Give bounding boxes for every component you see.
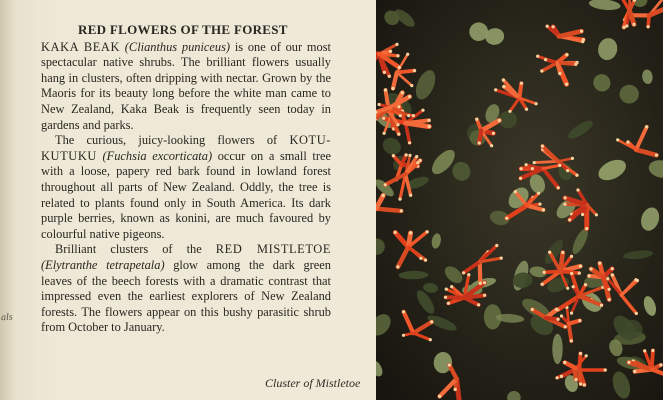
- flower-tip: [581, 213, 584, 216]
- flower-tip: [548, 251, 551, 254]
- article-body: [41, 22, 331, 336]
- flower-tip: [585, 354, 588, 357]
- flower-tip: [405, 153, 408, 156]
- flower-tip: [492, 132, 495, 135]
- flower-tip: [564, 196, 567, 199]
- flower-tip: [378, 103, 381, 106]
- flower-tip: [584, 283, 587, 286]
- plant-name-kotukutuku: KOTU-KUTUKU: [41, 133, 331, 163]
- flower-tip: [579, 265, 582, 268]
- flower-tube: [557, 63, 576, 65]
- flower-tip: [514, 190, 517, 193]
- flower-tip: [563, 203, 566, 206]
- flower-tip: [566, 287, 569, 290]
- flower-tip: [531, 167, 534, 170]
- flower-tip: [583, 383, 586, 386]
- flower-tip: [495, 244, 498, 247]
- flower-tip: [402, 310, 405, 313]
- flower-tip: [396, 123, 399, 126]
- flower-tip: [557, 186, 560, 189]
- paragraph-kaka-beak: [41, 40, 331, 134]
- flower-tip: [576, 188, 579, 191]
- flower-tip: [555, 308, 558, 311]
- flower-tip: [407, 114, 410, 117]
- flower-tip: [525, 108, 528, 111]
- flower-tip: [383, 71, 386, 74]
- flower-tip: [421, 109, 424, 112]
- flower-tip: [611, 273, 614, 276]
- flower-tip: [454, 388, 457, 391]
- flower-tip: [645, 125, 648, 128]
- flower-tip: [396, 265, 399, 268]
- mistletoe-photo: [376, 0, 663, 400]
- flower-tip: [399, 114, 402, 117]
- flower-tip: [595, 213, 598, 216]
- flower-tip: [606, 277, 609, 280]
- paragraph-text-kaka-beak: is one of our most spectacular native shrubs. The brilliant flowers usually hang in clusters, often dripping with nectar. Grown by the Maoris for its beauty long before the white man came to New Zealand, Kaka Beak is frequently seen today in gardens and parks.: [41, 39, 331, 132]
- flower-tip: [574, 378, 577, 381]
- flower-tip: [408, 95, 411, 98]
- plant-name-kaka-beak: KAKA BEAK: [41, 39, 121, 54]
- flower-tip: [538, 203, 541, 206]
- page-gutter: [0, 0, 14, 400]
- paragraph-text-mistletoe: glow among the dark green leaves of the beech forests with a dramatic contrast that impressed even the earliest explorers of New Zealand forests. The flowers appear on this bushy parasitic shrub from October to January.: [41, 257, 331, 335]
- paragraph-kotukutuku: [41, 133, 331, 242]
- flower-tip: [402, 334, 405, 337]
- flower-tip: [438, 395, 441, 398]
- flower-tip: [498, 119, 501, 122]
- flower-tube: [579, 370, 580, 384]
- flower-tip: [647, 25, 650, 28]
- flower-tip: [535, 102, 538, 105]
- photo-caption: Cluster of Mistletoe: [265, 376, 361, 390]
- flower-tip: [494, 88, 497, 91]
- flower-tip: [391, 87, 394, 90]
- flower-tip: [408, 141, 411, 144]
- flower-tip: [409, 194, 412, 197]
- flower-tip: [415, 155, 418, 158]
- flower-tip: [585, 227, 588, 230]
- flower-tip: [505, 217, 508, 220]
- flower-tip: [396, 54, 399, 57]
- flower-tip: [384, 88, 387, 91]
- flower-tube: [652, 351, 653, 370]
- flower-tip: [520, 82, 523, 85]
- paragraph-intro-mistletoe: Brilliant clusters of the: [55, 242, 216, 257]
- latin-name-kotukutuku: (Fuchsia excorticata): [102, 148, 213, 163]
- flower-tip: [519, 177, 522, 180]
- flower-tip: [429, 338, 432, 341]
- flower-tube: [480, 262, 481, 283]
- flower-tip: [588, 274, 591, 277]
- flower-tip: [502, 85, 505, 88]
- flower-tip: [395, 43, 398, 46]
- flower-tip: [400, 209, 403, 212]
- flower-tip: [419, 257, 422, 260]
- flower-tip: [561, 251, 564, 254]
- flower-tip: [500, 257, 503, 260]
- flower-tube: [546, 318, 558, 319]
- flower-tip: [635, 312, 638, 315]
- flower-tip: [552, 25, 555, 28]
- leaf: [552, 334, 562, 364]
- flower-tip: [483, 294, 486, 297]
- latin-name-kaka-beak: (Clianthus puniceus): [124, 39, 231, 54]
- flower-tip: [565, 53, 568, 56]
- flower-tip: [533, 161, 536, 164]
- paragraph-red-mistletoe: [41, 242, 331, 336]
- flower-tip: [502, 78, 505, 81]
- flower-tube: [479, 131, 481, 143]
- flower-tip: [525, 163, 528, 166]
- flower-tip: [426, 230, 429, 233]
- flower-tip: [598, 262, 601, 265]
- flower-tip: [570, 312, 573, 315]
- flower-tip: [397, 133, 400, 136]
- flower-tip: [643, 349, 646, 352]
- flower-tip: [558, 72, 561, 75]
- flower-tube: [569, 324, 572, 341]
- flower-tip: [447, 302, 450, 305]
- flower-tip: [579, 352, 582, 355]
- flower-tip: [651, 349, 654, 352]
- flower-tip: [659, 363, 662, 366]
- flower-tip: [383, 132, 386, 135]
- flower-tip: [655, 154, 658, 157]
- flower-tip: [564, 325, 567, 328]
- flower-tip: [626, 141, 629, 144]
- flower-tip: [570, 339, 573, 342]
- flower-tube: [534, 161, 558, 162]
- flower-tip: [578, 272, 581, 275]
- flower-tip: [398, 66, 401, 69]
- flower-tip: [477, 303, 480, 306]
- flower-tip: [604, 368, 607, 371]
- flower-tip: [556, 376, 559, 379]
- flower-tip: [424, 259, 427, 262]
- flower-tip: [413, 69, 416, 72]
- flower-tip: [570, 255, 573, 258]
- flower-tip: [389, 50, 392, 53]
- flower-tip: [409, 231, 412, 234]
- flower-tip: [611, 267, 614, 270]
- margin-text-fragment: als: [0, 311, 13, 324]
- flower-tip: [616, 138, 619, 141]
- flower-tip: [581, 40, 584, 43]
- flower-tip: [632, 23, 635, 26]
- flower-tip: [546, 25, 549, 28]
- flower-tip: [478, 141, 481, 144]
- flower-tip: [574, 63, 577, 66]
- flower-tip: [384, 183, 387, 186]
- flower-tip: [560, 375, 563, 378]
- mistletoe-illustration: [376, 0, 663, 400]
- flower-tip: [467, 273, 470, 276]
- flower-tip: [563, 361, 566, 364]
- flower-tip: [394, 231, 397, 234]
- flower-tip: [520, 167, 523, 170]
- flower-tip: [608, 288, 611, 291]
- flower-tip: [508, 110, 511, 113]
- flower-tip: [558, 164, 561, 167]
- flower-tip: [568, 218, 571, 221]
- flower-tip: [388, 75, 391, 78]
- paragraph-text-kotukutuku: occur on a small tree with a loose, papery red bark found in lowland forest throughout all parts of New Zealand. Oddly, the tree is related to plants found only in South America. Its dark purple berries, known as konini, are much favoured by colourful native pigeons.: [41, 148, 331, 241]
- flower-tip: [560, 314, 563, 317]
- flower-tube: [406, 123, 430, 126]
- flower-tip: [579, 382, 582, 385]
- flower-tip: [580, 30, 583, 33]
- flower-tip: [543, 271, 546, 274]
- flower-tip: [462, 271, 465, 274]
- flower-tube: [560, 271, 579, 273]
- flower-tip: [634, 278, 637, 281]
- flower-tip: [570, 272, 573, 275]
- flower-tip: [541, 283, 544, 286]
- flower-tip: [450, 285, 453, 288]
- flower-tip: [408, 154, 411, 157]
- flower-tip: [483, 281, 486, 284]
- flower-tip: [578, 319, 581, 322]
- flower-tip: [571, 157, 574, 160]
- article-title: RED FLOWERS OF THE FOREST: [78, 22, 288, 37]
- flower-tip: [540, 69, 543, 72]
- flower-tip: [416, 161, 419, 164]
- flower-tip: [625, 24, 628, 27]
- flower-tip: [398, 198, 401, 201]
- flower-tip: [448, 364, 451, 367]
- flower-tip: [412, 114, 415, 117]
- flower-tip: [382, 117, 385, 120]
- flower-tube: [397, 71, 415, 73]
- flower-tip: [445, 288, 448, 291]
- flower-tube: [376, 209, 401, 211]
- flower-tip: [622, 26, 625, 29]
- latin-name-mistletoe: (Elytranthe tetrapetala): [41, 257, 165, 272]
- flower-tip: [544, 58, 547, 61]
- flower-tube: [464, 295, 484, 297]
- flower-tip: [608, 298, 611, 301]
- flower-tip: [479, 282, 482, 285]
- flower-tip: [531, 308, 534, 311]
- flower-tip: [566, 169, 569, 172]
- flower-tip: [401, 91, 404, 94]
- flower-tip: [392, 154, 395, 157]
- flower-tip: [382, 194, 385, 197]
- flower-tip: [590, 267, 593, 270]
- flower-tip: [406, 53, 409, 56]
- flower-tube: [579, 354, 580, 371]
- flower-tip: [600, 304, 603, 307]
- flower-tip: [490, 144, 493, 147]
- flower-tip: [537, 192, 540, 195]
- flower-tube: [544, 271, 560, 272]
- flower-tip: [572, 285, 575, 288]
- flower-tip: [542, 208, 545, 211]
- flower-tip: [541, 145, 544, 148]
- flower-tip: [556, 318, 559, 321]
- flower-tip: [627, 361, 630, 364]
- flower-tip: [536, 55, 539, 58]
- flower-tip: [428, 125, 431, 128]
- flower-tip: [565, 83, 568, 86]
- flower-tip: [430, 320, 433, 323]
- flower-tip: [427, 119, 430, 122]
- flower-tip: [475, 118, 478, 121]
- flower-tip: [444, 296, 447, 299]
- flower-tip: [575, 174, 578, 177]
- flower-tip: [410, 84, 413, 87]
- plant-name-red-mistletoe: RED MISTLETOE: [215, 242, 332, 257]
- paragraph-intro-kotukutuku: The curious, juicy-looking flowers of: [55, 133, 290, 148]
- flower-tip: [633, 370, 636, 373]
